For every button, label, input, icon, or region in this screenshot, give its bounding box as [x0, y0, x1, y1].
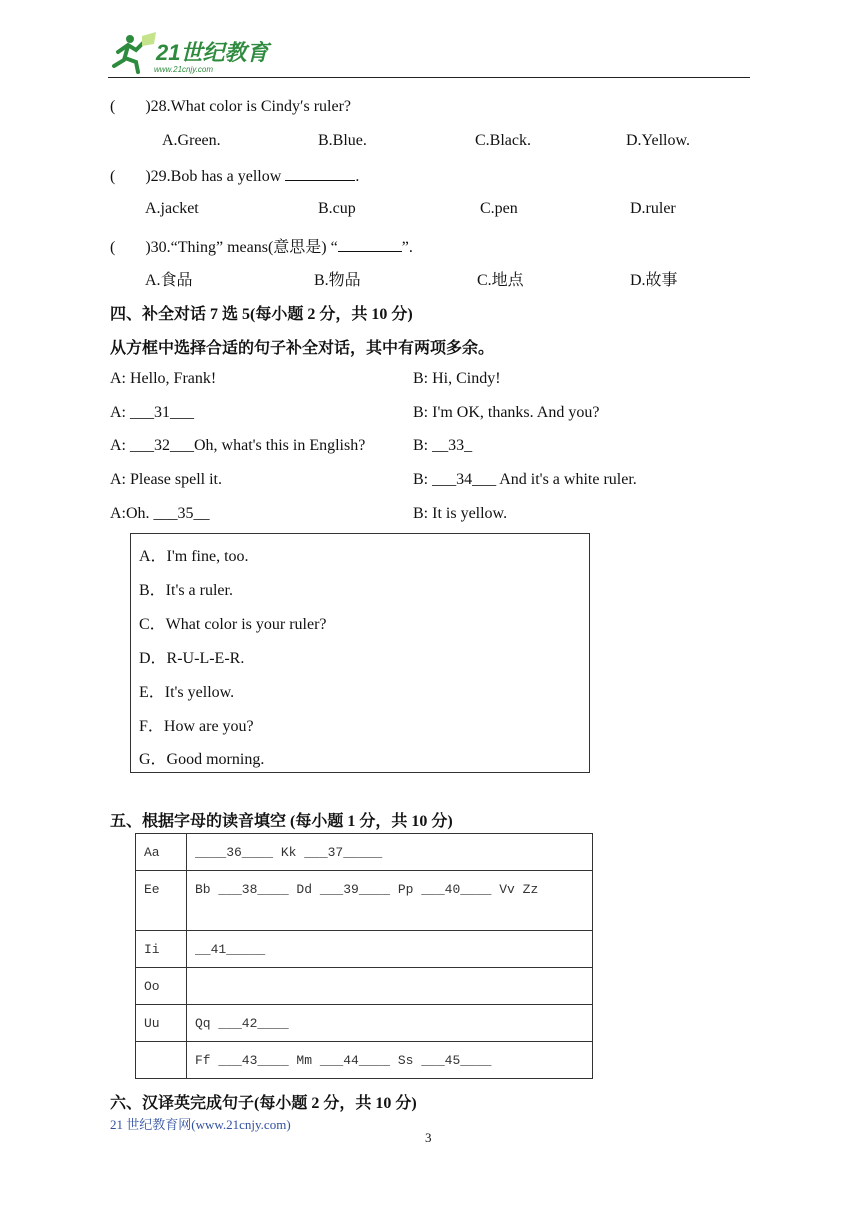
table-row	[136, 834, 593, 871]
option-c: C.pen	[480, 200, 518, 217]
table-key: Uu	[136, 1005, 187, 1042]
dialogue-line: B: I'm OK, thanks. And you?	[413, 404, 600, 421]
option-d: D.ruler	[630, 200, 676, 217]
question-text: 30.“Thing” means(意思是) “	[150, 239, 338, 256]
choice-item: G．Good morning.	[139, 751, 265, 768]
question-text: 28.What color is Cindy′s ruler?	[150, 98, 351, 115]
option-a: A.食品	[145, 272, 193, 289]
answer-blank[interactable]	[338, 237, 402, 252]
dialogue-line: A: ___31___	[110, 404, 194, 421]
dialogue-line: B: It is yellow.	[413, 505, 508, 522]
option-a: A.Green.	[162, 132, 221, 149]
dialogue-line: A:Oh. ___35__	[110, 505, 210, 522]
table-value[interactable]: ____36____ Kk ___37_____	[187, 834, 593, 871]
runner-icon	[114, 32, 156, 72]
option-c: C.Black.	[475, 132, 531, 149]
choice-item: A．I'm fine, too.	[139, 548, 249, 565]
answer-blank[interactable]	[285, 166, 355, 181]
dialogue-line: A: ___32___Oh, what's this in English?	[110, 437, 366, 454]
table-value[interactable]: Qq ___42____	[187, 1005, 593, 1042]
table-key: Ii	[136, 931, 187, 968]
table-value[interactable]: __41_____	[187, 931, 593, 968]
dialogue-line: B: __33_	[413, 437, 473, 454]
table-row	[136, 931, 593, 968]
table-key	[136, 1042, 187, 1079]
option-d: D.故事	[630, 272, 678, 289]
table-value[interactable]: Ff ___43____ Mm ___44____ Ss ___45____	[187, 1042, 593, 1079]
choice-item: C．What color is your ruler?	[139, 616, 327, 633]
logo-subtext: www.21cnjy.com	[154, 65, 213, 74]
table-row	[136, 1005, 593, 1042]
phonics-table	[135, 833, 593, 1079]
section-4-title: 四、补全对话 7 选 5(每小题 2 分，共 10 分)	[110, 306, 413, 323]
question-30: ( )30.“Thing” means(意思是) “ ”.	[110, 239, 413, 256]
logo-text: 21世纪教育	[156, 40, 269, 65]
option-b: B.物品	[314, 272, 361, 289]
footer-link[interactable]: 21 世纪教育网(www.21cnjy.com)	[110, 1117, 291, 1132]
question-29: ( )29.Bob has a yellow .	[110, 168, 360, 185]
option-b: B.cup	[318, 200, 356, 217]
table-value[interactable]: Bb ___38____ Dd ___39____ Pp ___40____ Vv Zz	[187, 871, 593, 931]
choice-item: E．It's yellow.	[139, 684, 235, 701]
question-28: ( )28.What color is Cindy′s ruler?	[110, 98, 351, 115]
dialogue-line: B: Hi, Cindy!	[413, 370, 501, 387]
choice-box	[130, 533, 590, 773]
table-row	[136, 968, 593, 1005]
table-value[interactable]	[187, 968, 593, 1005]
table-key: Aa	[136, 834, 187, 871]
section-4-instruction: 从方框中选择合适的句子补全对话，其中有两项多余。	[110, 340, 495, 357]
option-b: B.Blue.	[318, 132, 367, 149]
section-5-title: 五、根据字母的读音填空 (每小题 1 分，共 10 分)	[110, 813, 453, 830]
table-row	[136, 871, 593, 931]
option-d: D.Yellow.	[626, 132, 691, 149]
dialogue-line: A: Hello, Frank!	[110, 370, 217, 387]
option-a: A.jacket	[145, 200, 199, 217]
choice-item: D．R-U-L-E-R.	[139, 650, 245, 667]
dialogue-line: A: Please spell it.	[110, 471, 222, 488]
section-6-title: 六、汉译英完成句子(每小题 2 分，共 10 分)	[110, 1095, 417, 1112]
choice-item: B．It's a ruler.	[139, 582, 233, 599]
page-number: 3	[425, 1130, 432, 1145]
dialogue-line: B: ___34___ And it's a white ruler.	[413, 471, 637, 488]
header-rule	[108, 77, 750, 78]
option-c: C.地点	[477, 272, 524, 289]
table-key: Ee	[136, 871, 187, 931]
table-row	[136, 1042, 593, 1079]
choice-item: F．How are you?	[139, 718, 254, 735]
table-key: Oo	[136, 968, 187, 1005]
question-text: 29.Bob has a yellow	[150, 168, 282, 185]
site-logo	[108, 30, 278, 76]
